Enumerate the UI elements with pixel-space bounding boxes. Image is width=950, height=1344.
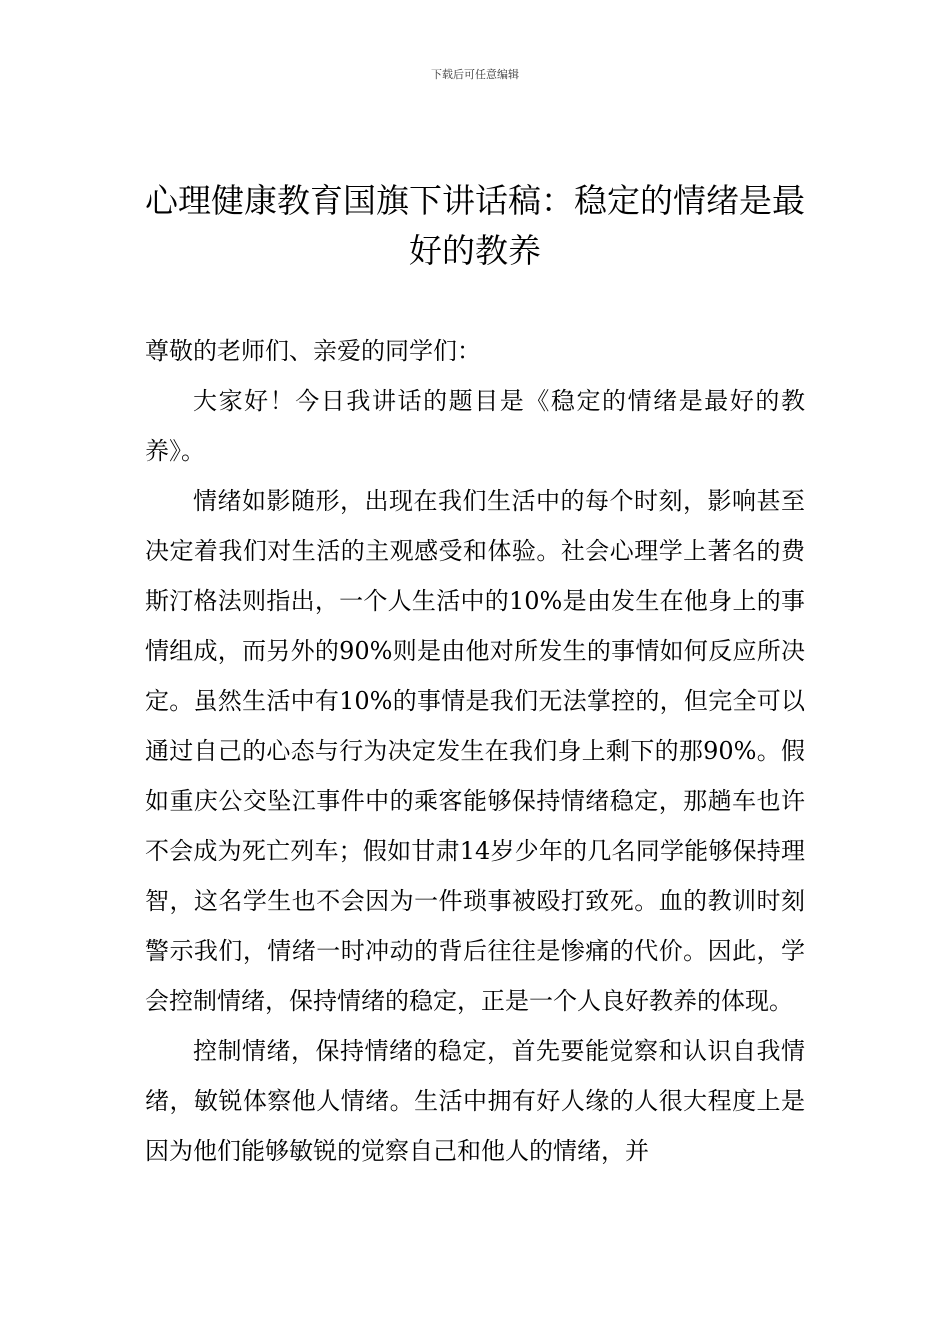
paragraph-greeting: 大家好！今日我讲话的题目是《稳定的情绪是最好的教养》。 xyxy=(145,387,805,465)
salutation: 尊敬的老师们、亲爱的同学们： xyxy=(145,337,481,365)
paragraph-emotion-law: 情绪如影随形，出现在我们生活中的每个时刻，影响甚至决定着我们对生活的主观感受和体验。社会心理学上著名的费斯汀格法则指出，一个人生活中的10%是由发生在他身上的事情组成，而另外的90%则是由他对所发生的事情如何反应所决定。虽然生活中有10%的事情是我们无法掌控的，但完全可以通过自己的心态与行为决定发生在我们身上剩下的那90%。假如重庆公交坠江事件中的乘客能够保持情绪稳定，那趟车也许不会成为死亡列车；假如甘肃14岁少年的几名同学能够保持理智，这名学生也不会因为一件琐事被殴打致死。血的教训时刻警示我们，情绪一时冲动的背后往往是惨痛的代价。因此，学会控制情绪，保持情绪的稳定，正是一个人良好教养的体现。 xyxy=(145,487,805,1015)
document-title: 心理健康教育国旗下讲话稿：稳定的情绪是最好的教养 xyxy=(145,181,805,270)
paragraph-awareness: 控制情绪，保持情绪的稳定，首先要能觉察和认识自我情绪，敏锐体察他人情绪。生活中拥有好人缘的人很大程度上是因为他们能够敏锐的觉察自己和他人的情绪，并 xyxy=(145,1037,805,1165)
document-body xyxy=(145,326,805,1176)
header-note: 下载后可任意编辑 xyxy=(431,68,519,81)
